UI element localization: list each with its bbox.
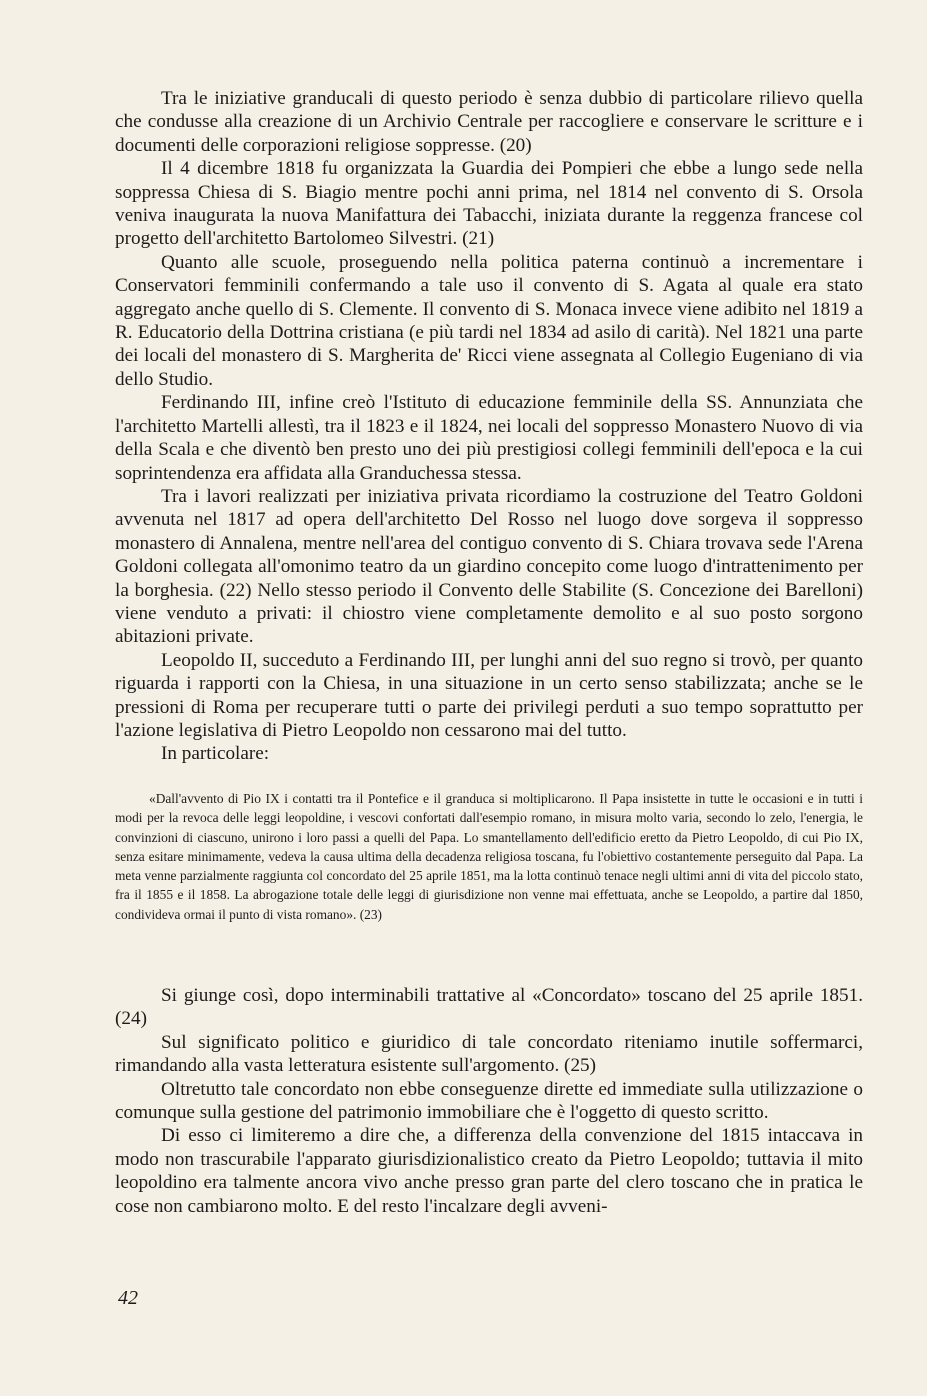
paragraph: Si giunge così, dopo interminabili trattative al «Concordato» toscano del 25 aprile 1851. (24)	[115, 985, 863, 1030]
paragraph: Di esso ci limiteremo a dire che, a differenza della convenzione del 1815 intaccava in modo non trascurabile l'apparato giurisdizionalistico creato da Pietro Leopoldo; tuttavia il mito leopoldino era talmente ancora vivo anche presso gran parte del clero toscano che in pratica le cose non cambiarono molto. E del resto l'incalzare degli avveni-	[115, 1125, 863, 1217]
main-text-bottom	[115, 984, 863, 1218]
paragraph: Leopoldo II, succeduto a Ferdinando III, per lunghi anni del suo regno si trovò, per quanto riguarda i rapporti con la Chiesa, in una situazione in un certo senso stabilizzata; anche se le pressioni di Roma per recuperare tutti o parte dei privilegi perduti a suo tempo soprattutto per l'azione legislativa di Pietro Leopoldo non cessarono mai del tutto.	[115, 649, 863, 741]
paragraph: Tra i lavori realizzati per iniziativa privata ricordiamo la costruzione del Teatro Goldoni avvenuta nel 1817 ad opera dell'architetto Del Rosso nel luogo dove sorgeva il soppresso monastero di Annalena, mentre nell'area del contiguo convento di S. Chiara trovava sede l'Arena Goldoni collegata all'omonimo teatro da un giardino concepito come luogo d'intrattenimento per la borghesia. (22) Nello stesso periodo il Convento delle Stabilite (S. Concezione dei Barelloni) viene venduto a privati: il chiostro viene completamente demolito e al suo posto sorgono abitazioni private.	[115, 485, 863, 648]
quote-text: «Dall'avvento di Pio IX i contatti tra il Pontefice e il granduca si moltiplicarono. Il Papa insistette in tutte le occasioni e in tutti i modi per la revoca delle leggi leopoldine, i vescovi confortati dall'esempio romano, in misura molto varia, secondo lo zelo, l'energia, le convinzioni di ciascuno, unirono i loro passi a quelli del Papa. Lo smantellamento dell'edificio eretto da Pietro Leopoldo, di cui Pio IX, senza esitare minimamente, vedeva la causa ultima della decadenza religiosa toscana, fu l'obiettivo costantemente perseguito dal Papa. La meta venne parzialmente raggiunta col concordato del 25 aprile 1851, ma la lotta continuò tenace negli ultimi anni di vita del piccolo stato, fra il 1855 e il 1858. La abrogazione totale delle leggi di giurisdizione non venne mai effettuata, anche se Leopoldo, a partire dal 1850, condivideva ormai il punto di vista romano». (23)	[115, 791, 863, 922]
main-text-top	[115, 87, 863, 766]
paragraph: Il 4 dicembre 1818 fu organizzata la Guardia dei Pompieri che ebbe a lungo sede nella soppressa Chiesa di S. Biagio mentre pochi anni prima, nel 1814 nel convento di S. Orsola veniva inaugurata la nuova Manifattura dei Tabacchi, iniziata durante la reggenza francese col progetto dell'architetto Bartolomeo Silvestri. (21)	[115, 158, 863, 250]
paragraph: Tra le iniziative granducali di questo periodo è senza dubbio di particolare rilievo quella che condusse alla creazione di un Archivio Centrale per raccogliere e conservare le scritture e i documenti delle corporazioni religiose soppresse. (20)	[115, 88, 863, 156]
block-quote	[115, 789, 863, 924]
paragraph: Sul significato politico e giuridico di tale concordato riteniamo inutile soffermarci, rimandando alla vasta letteratura esistente sull'argomento. (25)	[115, 1031, 863, 1077]
paragraph: Quanto alle scuole, proseguendo nella politica paterna continuò a incrementare i Conservatori femminili confermando a tale uso il convento di S. Agata al quale era stato aggregato anche quello di S. Clemente. Il convento di S. Monaca invece viene adibito nel 1819 a R. Educatorio della Dottrina cristiana (e più tardi nel 1834 ad asilo di carità). Nel 1821 una parte dei locali del monastero di S. Margherita de' Ricci viene assegnata al Collegio Eugeniano di via dello Studio.	[115, 251, 863, 390]
paragraph: Oltretutto tale concordato non ebbe conseguenze dirette ed immediate sulla utilizzazione o comunque sulla gestione del patrimonio immobiliare che è l'oggetto di questo scritto.	[115, 1078, 863, 1124]
page-number: 42	[118, 1287, 138, 1309]
paragraph: Ferdinando III, infine creò l'Istituto di educazione femminile della SS. Annunziata che l'architetto Martelli allestì, tra il 1823 e il 1824, nei locali del soppresso Monastero Nuovo di via della Scala e che diventò ben presto uno dei più prestigiosi collegi femminili dell'epoca e la cui soprintendenza era affidata alla Granduchessa stessa.	[115, 392, 863, 484]
paragraph: In particolare:	[161, 743, 270, 765]
